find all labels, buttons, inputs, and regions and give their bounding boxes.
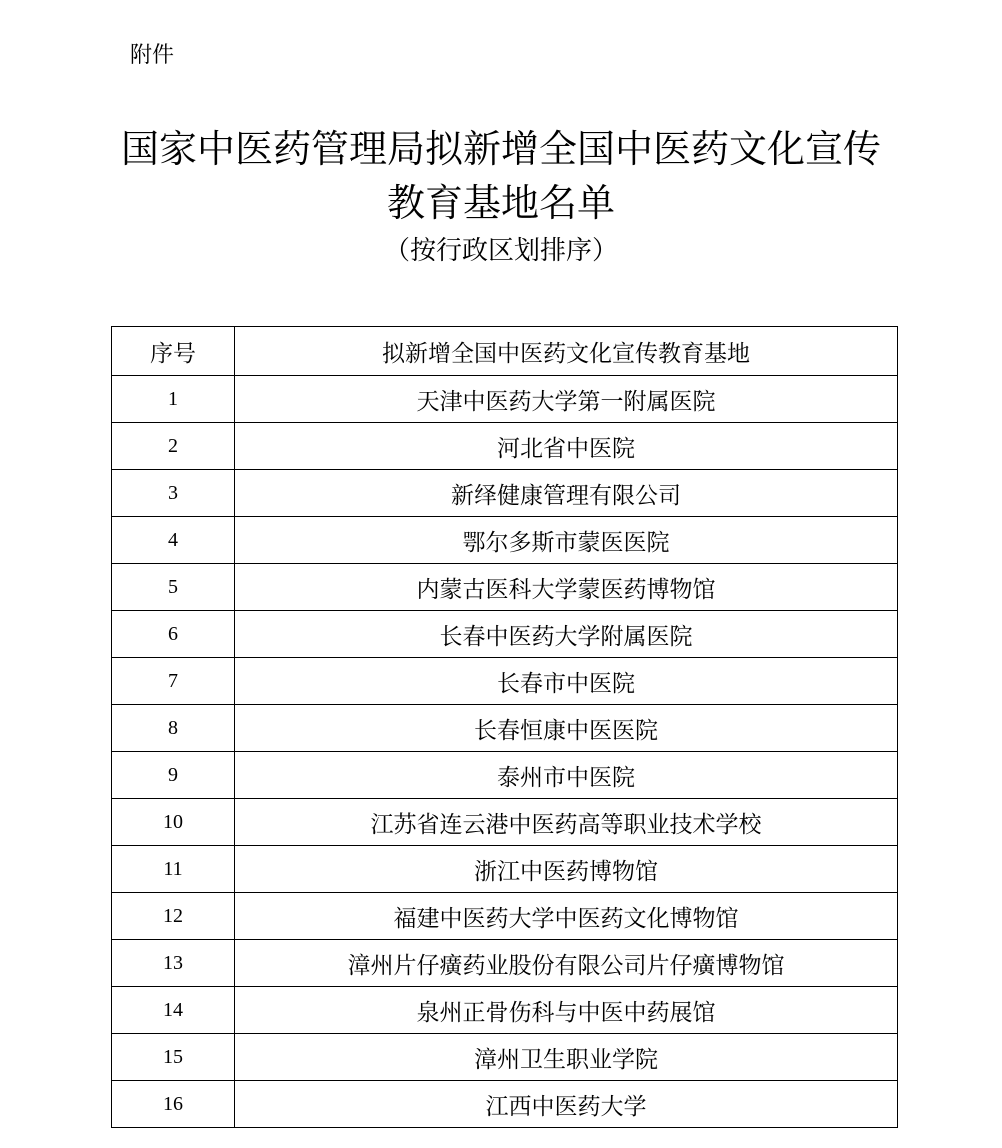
row-name: 长春中医药大学附属医院 (235, 611, 898, 658)
table-row (112, 470, 898, 517)
row-number: 9 (112, 752, 235, 799)
row-name: 福建中医药大学中医药文化博物馆 (235, 893, 898, 940)
row-name: 泰州市中医院 (235, 752, 898, 799)
table-row (112, 517, 898, 564)
row-number: 14 (112, 987, 235, 1034)
table-row (112, 987, 898, 1034)
table-row (112, 940, 898, 987)
document-subtitle: （按行政区划排序） (383, 236, 618, 266)
header-number: 序号 (112, 327, 235, 376)
row-number: 2 (112, 423, 235, 470)
row-number: 5 (112, 564, 235, 611)
row-name: 浙江中医药博物馆 (235, 846, 898, 893)
row-name: 江西中医药大学 (235, 1081, 898, 1128)
row-name: 泉州正骨伤科与中医中药展馆 (235, 987, 898, 1034)
document-title-line-1: 国家中医药管理局拟新增全国中医药文化宣传 (120, 127, 881, 171)
row-name: 漳州卫生职业学院 (235, 1034, 898, 1081)
table-row (112, 846, 898, 893)
row-number: 8 (112, 705, 235, 752)
table-header-row (112, 327, 898, 376)
row-name: 长春恒康中医医院 (235, 705, 898, 752)
table-row (112, 564, 898, 611)
base-list-table (111, 326, 898, 1128)
row-number: 12 (112, 893, 235, 940)
row-name: 漳州片仔癀药业股份有限公司片仔癀博物馆 (235, 940, 898, 987)
header-name: 拟新增全国中医药文化宣传教育基地 (235, 327, 898, 376)
row-number: 15 (112, 1034, 235, 1081)
table-row (112, 611, 898, 658)
table-row (112, 1081, 898, 1128)
row-number: 4 (112, 517, 235, 564)
row-number: 16 (112, 1081, 235, 1128)
document-title-line-2: 教育基地名单 (386, 181, 615, 225)
row-name: 河北省中医院 (235, 423, 898, 470)
table-row (112, 423, 898, 470)
row-number: 10 (112, 799, 235, 846)
row-name: 江苏省连云港中医药高等职业技术学校 (235, 799, 898, 846)
table-row (112, 376, 898, 423)
table-row (112, 752, 898, 799)
row-number: 1 (112, 376, 235, 423)
row-name: 天津中医药大学第一附属医院 (235, 376, 898, 423)
table-row (112, 799, 898, 846)
table-row (112, 705, 898, 752)
row-name: 长春市中医院 (235, 658, 898, 705)
table-row (112, 658, 898, 705)
row-name: 内蒙古医科大学蒙医药博物馆 (235, 564, 898, 611)
row-number: 7 (112, 658, 235, 705)
row-name: 鄂尔多斯市蒙医医院 (235, 517, 898, 564)
table-row (112, 893, 898, 940)
table-row (112, 1034, 898, 1081)
row-number: 6 (112, 611, 235, 658)
attachment-label: 附件 (130, 43, 175, 68)
row-number: 13 (112, 940, 235, 987)
table-body (112, 376, 898, 1128)
row-number: 11 (112, 846, 235, 893)
row-name: 新绎健康管理有限公司 (235, 470, 898, 517)
row-number: 3 (112, 470, 235, 517)
